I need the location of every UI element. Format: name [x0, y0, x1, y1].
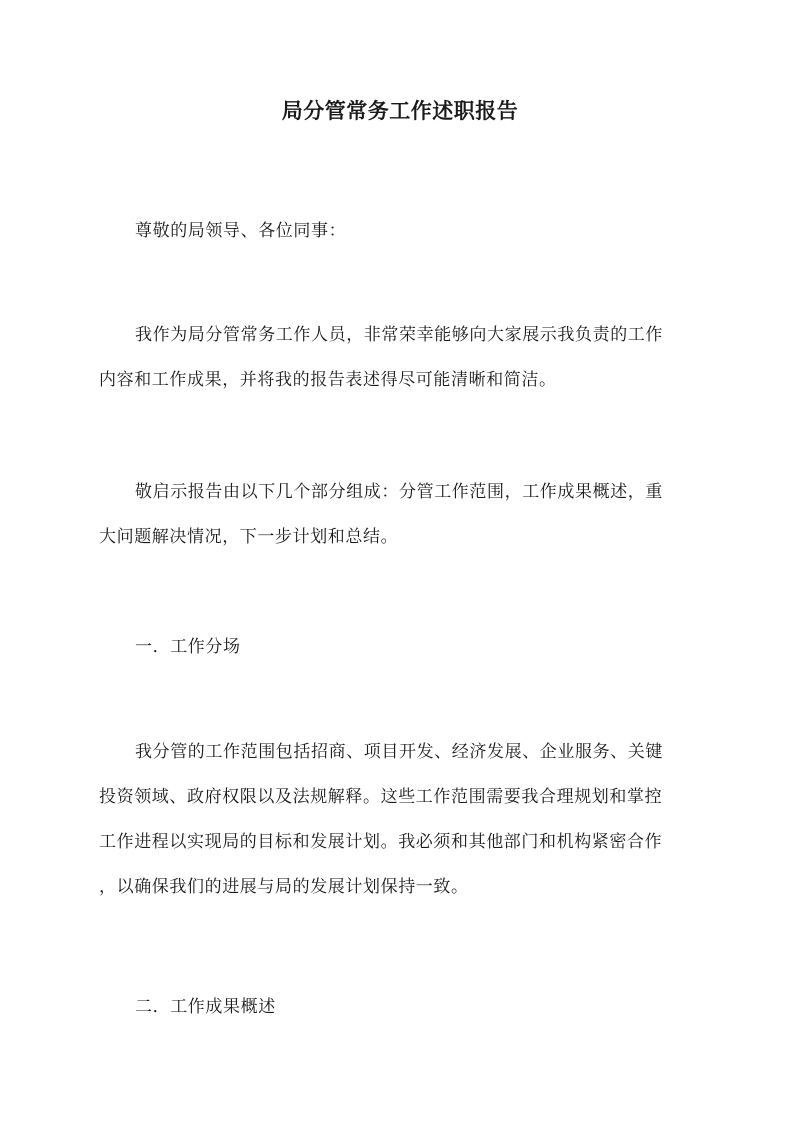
section-heading-two: 二．工作成果概述	[135, 997, 276, 1017]
paragraph-line: 工作进程以实现局的目标和发展计划。我必须和其他部门和机构紧密合作	[99, 832, 663, 852]
paragraph-outline	[99, 470, 709, 560]
paragraph-line: 内容和工作成果，并将我的报告表述得尽可能清晰和简洁。	[99, 370, 557, 390]
paragraph-line: 敬启示报告由以下几个部分组成：分管工作范围，工作成果概述，重	[135, 482, 663, 502]
section-heading-one: 一．工作分场	[135, 637, 241, 657]
greeting: 尊敬的局领导、各位同事：	[135, 221, 347, 241]
paragraph-line: 我分管的工作范围包括招商、项目开发、经济发展、企业服务、关键	[135, 742, 663, 762]
paragraph-intro	[99, 313, 709, 403]
paragraph-line: 投资领域、政府权限以及法规解释。这些工作范围需要我合理规划和掌控	[99, 787, 663, 807]
paragraph-line: ，以确保我们的进展与局的发展计划保持一致。	[99, 877, 469, 897]
paragraph-line: 大问题解决情况，下一步计划和总结。	[99, 527, 399, 547]
paragraph-line: 我作为局分管常务工作人员，非常荣幸能够向大家展示我负责的工作	[135, 325, 663, 345]
paragraph-scope	[99, 730, 709, 910]
document-title: 局分管常务工作述职报告	[281, 98, 519, 123]
